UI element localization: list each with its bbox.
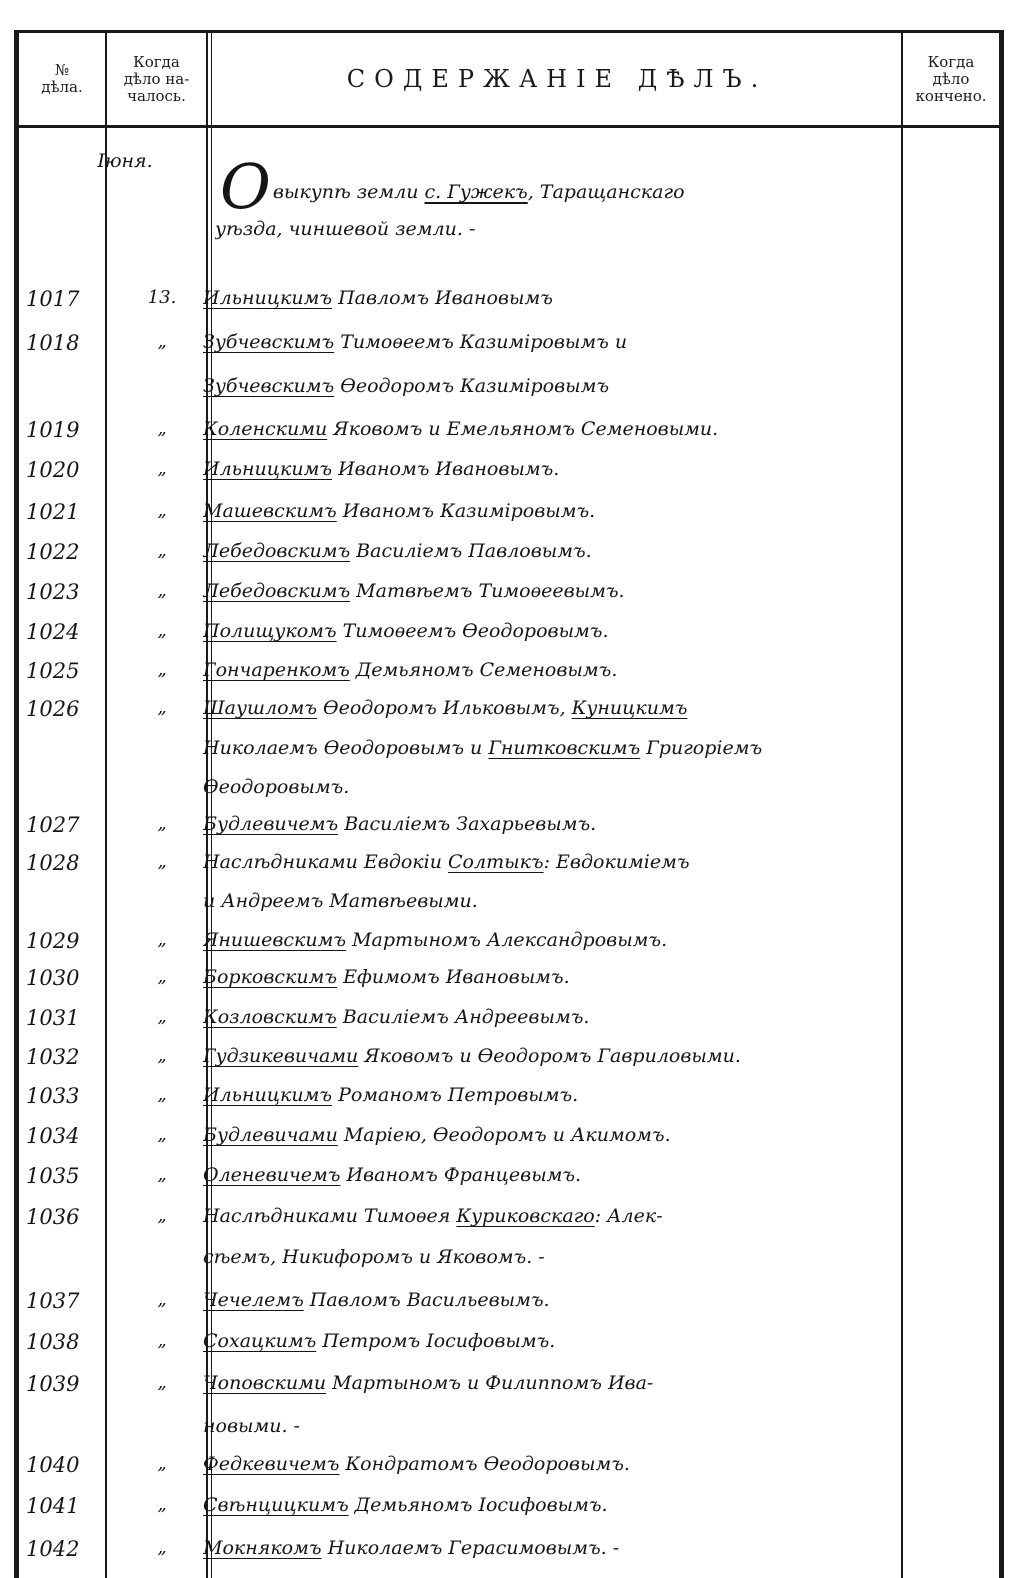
page-title: СОДЕРЖАНІЕ ДѢЛЪ. — [346, 64, 768, 93]
intro-text-1: выкупѣ земли — [272, 181, 425, 203]
case-content-line — [203, 1045, 948, 1067]
case-surname: Лебедовскимъ — [203, 540, 351, 562]
case-content-line — [203, 620, 948, 642]
case-surname-second: Солтыкъ — [448, 851, 544, 873]
case-surname: Оленевичемъ — [203, 1164, 341, 1186]
case-number: 1025 — [26, 659, 80, 683]
case-names: Кондратомъ Ѳеодоровымъ. — [339, 1453, 630, 1475]
case-surname: Ильницкимъ — [203, 1084, 333, 1106]
case-content-line — [203, 929, 948, 951]
case-names-second: : Алек- — [594, 1205, 663, 1227]
case-began-date: „ — [157, 813, 167, 834]
case-content-line — [203, 776, 948, 798]
case-content-line — [203, 500, 948, 522]
case-number: 1035 — [26, 1164, 80, 1188]
case-number: 1032 — [26, 1045, 80, 1069]
case-content-line — [203, 966, 948, 988]
case-names: Мартыномъ и Филиппомъ Ива- — [326, 1372, 654, 1394]
case-number: 1028 — [26, 851, 80, 875]
case-names: Иваномъ Казиміровымъ. — [336, 500, 596, 522]
header-finished: Когда дѣло кончено. — [915, 52, 987, 105]
case-surname: Ильницкимъ — [203, 458, 333, 480]
case-content-line — [203, 659, 948, 681]
case-content-line — [203, 1330, 948, 1352]
case-surname: Зубчевскимъ — [203, 375, 335, 397]
case-content-line — [203, 890, 948, 912]
intro-village: с. Гужекъ — [424, 181, 528, 203]
case-names-second: Григоріемъ — [640, 737, 763, 759]
case-began-date: „ — [157, 580, 167, 601]
case-number: 1038 — [26, 1330, 80, 1354]
case-names: Романомъ Петровымъ. — [332, 1084, 579, 1106]
case-surname: Ильницкимъ — [203, 287, 333, 309]
case-number: 1030 — [26, 966, 80, 990]
case-surname: Гончаренкомъ — [203, 659, 350, 681]
case-number: 1041 — [26, 1494, 80, 1518]
case-began-date: „ — [157, 966, 167, 987]
case-number: 1037 — [26, 1289, 80, 1313]
case-content-line — [203, 1453, 948, 1475]
case-content-line — [203, 813, 948, 835]
case-names: Ѳеодоромъ Ильковымъ, — [316, 697, 572, 719]
case-content-line — [203, 1205, 948, 1227]
case-surname: Зубчевскимъ — [203, 331, 335, 353]
case-began-date: „ — [157, 851, 167, 872]
case-names: и Андреемъ Матвѣевыми. — [203, 890, 478, 912]
case-surname: Полищукомъ — [203, 620, 337, 642]
case-names: Матвѣемъ Тимоѳеевымъ. — [350, 580, 625, 602]
case-surname: Лебедовскимъ — [203, 580, 351, 602]
case-content-line — [203, 1006, 948, 1028]
case-began-date: „ — [157, 1164, 167, 1185]
case-began-date: „ — [157, 1084, 167, 1105]
case-names: Николаемъ Ѳеодоровымъ и — [203, 737, 489, 759]
case-content-line — [203, 737, 948, 759]
case-number: 1033 — [26, 1084, 80, 1108]
case-content-line — [203, 697, 948, 719]
case-content-line — [203, 1084, 948, 1106]
case-names-second: : Евдокиміемъ — [543, 851, 690, 873]
case-began-date: „ — [157, 1006, 167, 1027]
case-surname: Коленскими — [203, 418, 328, 440]
case-names: Василіемъ Захарьевымъ. — [338, 813, 597, 835]
case-number: 1020 — [26, 458, 80, 482]
header-rule — [19, 125, 999, 128]
case-number: 1024 — [26, 620, 80, 644]
case-names: сѣемъ, Никифоромъ и Яковомъ. - — [203, 1246, 545, 1268]
case-surname: Козловскимъ — [203, 1006, 337, 1028]
case-surname-second: Куриковскаго — [456, 1205, 595, 1227]
case-began-date: „ — [157, 1372, 167, 1393]
case-number: 1042 — [26, 1537, 80, 1561]
case-content-line — [203, 418, 948, 440]
case-surname: Будлевичемъ — [203, 813, 339, 835]
case-surname: Чоповскими — [203, 1372, 327, 1394]
header-number: № дѣла. — [41, 61, 83, 96]
case-number: 1027 — [26, 813, 80, 837]
case-began-date: „ — [157, 500, 167, 521]
case-number: 1022 — [26, 540, 80, 564]
case-surname-second: Куницкимъ — [571, 697, 688, 719]
case-names: Василіемъ Андреевымъ. — [336, 1006, 590, 1028]
case-surname: Свѣнцицкимъ — [203, 1494, 349, 1516]
case-began-date: „ — [157, 659, 167, 680]
case-began-date: „ — [157, 331, 167, 352]
case-content-line — [203, 1246, 948, 1268]
case-surname: Мокнякомъ — [203, 1537, 322, 1559]
case-names: Иваномъ Францевымъ. — [340, 1164, 582, 1186]
case-number: 1031 — [26, 1006, 80, 1030]
case-number: 1018 — [26, 331, 80, 355]
decorative-initial: О — [220, 156, 271, 216]
case-surname: Янишевскимъ — [203, 929, 347, 951]
case-surname: Гудзикевичами — [203, 1045, 359, 1067]
month-label: Іюня. — [97, 150, 153, 172]
case-began-date: „ — [157, 1289, 167, 1310]
case-began-date: „ — [157, 540, 167, 561]
case-surname-second: Гнитковскимъ — [488, 737, 641, 759]
case-names: Яковомъ и Емельяномъ Семеновыми. — [327, 418, 719, 440]
case-names: Иваномъ Ивановымъ. — [332, 458, 560, 480]
case-names: Тимоѳеемъ Ѳеодоровымъ. — [336, 620, 609, 642]
case-number: 1040 — [26, 1453, 80, 1477]
case-content-line — [203, 851, 948, 873]
case-names: Петромъ Іосифовымъ. — [316, 1330, 556, 1352]
case-names: Павломъ Ивановымъ — [332, 287, 553, 309]
case-began-date: „ — [157, 929, 167, 950]
case-names: Наслѣдниками Евдокіи — [203, 851, 449, 873]
case-content-line — [203, 1415, 948, 1437]
case-number: 1039 — [26, 1372, 80, 1396]
header-began: Когда дѣло на- чалось. — [123, 52, 190, 105]
case-began-date: „ — [157, 1537, 167, 1558]
case-began-date: „ — [157, 1330, 167, 1351]
case-names: Павломъ Васильевымъ. — [303, 1289, 550, 1311]
intro-line-2: уѣзда, чиншевой земли. - — [215, 218, 476, 240]
case-names: Демьяномъ Семеновымъ. — [349, 659, 618, 681]
case-began-date: „ — [157, 1494, 167, 1515]
case-surname: Шаушломъ — [203, 697, 317, 719]
case-began-date: „ — [157, 697, 167, 718]
case-number: 1026 — [26, 697, 80, 721]
case-began-date: „ — [157, 620, 167, 641]
case-number: 1023 — [26, 580, 80, 604]
case-names: Тимоѳеемъ Казиміровымъ и — [334, 331, 628, 353]
case-surname: Будлевичами — [203, 1124, 338, 1146]
case-names: Николаемъ Герасимовымъ. - — [321, 1537, 620, 1559]
case-content-line — [203, 580, 948, 602]
case-number: 1034 — [26, 1124, 80, 1148]
case-content-line — [203, 1289, 948, 1311]
case-number: 1017 — [26, 287, 80, 311]
intro-line-1 — [220, 156, 965, 216]
case-names: Ѳеодоровымъ. — [203, 776, 350, 798]
case-began-date: „ — [157, 418, 167, 439]
case-number: 1036 — [26, 1205, 80, 1229]
case-number: 1029 — [26, 929, 80, 953]
case-names: новыми. - — [203, 1415, 300, 1437]
column-rule-number — [105, 33, 107, 1578]
case-content-line — [203, 1164, 948, 1186]
case-names: Василіемъ Павловымъ. — [350, 540, 592, 562]
case-content-line — [203, 331, 948, 353]
case-names: Маріею, Ѳеодоромъ и Акимомъ. — [337, 1124, 671, 1146]
case-names: Ѳеодоромъ Казиміровымъ — [334, 375, 610, 397]
case-began-date: „ — [157, 1453, 167, 1474]
case-content-line — [203, 287, 948, 309]
case-surname: Сохацкимъ — [203, 1330, 317, 1352]
case-began-date: „ — [157, 1045, 167, 1066]
case-surname: Чечелемъ — [203, 1289, 304, 1311]
case-began-date: „ — [157, 1205, 167, 1226]
case-names: Наслѣдниками Тимоѳея — [203, 1205, 457, 1227]
case-names: Демьяномъ Іосифовымъ. — [348, 1494, 608, 1516]
case-names: Мартыномъ Александровымъ. — [346, 929, 668, 951]
case-names: Яковомъ и Ѳеодоромъ Гавриловыми. — [358, 1045, 741, 1067]
case-names: Ефимомъ Ивановымъ. — [337, 966, 570, 988]
case-content-line — [203, 1372, 948, 1394]
case-began-date: „ — [157, 458, 167, 479]
intro-text-1b: , Таращанскаго — [527, 181, 685, 203]
case-content-line — [203, 1124, 948, 1146]
case-number: 1021 — [26, 500, 80, 524]
case-began-date: „ — [157, 1124, 167, 1145]
case-surname: Федкевичемъ — [203, 1453, 340, 1475]
case-content-line — [203, 375, 948, 397]
case-surname: Машевскимъ — [203, 500, 337, 522]
case-content-line — [203, 1494, 948, 1516]
case-content-line — [203, 540, 948, 562]
case-content-line — [203, 1537, 948, 1559]
case-began-date: 13. — [147, 287, 177, 308]
case-number: 1019 — [26, 418, 80, 442]
case-content-line — [203, 458, 948, 480]
case-surname: Борковскимъ — [203, 966, 338, 988]
